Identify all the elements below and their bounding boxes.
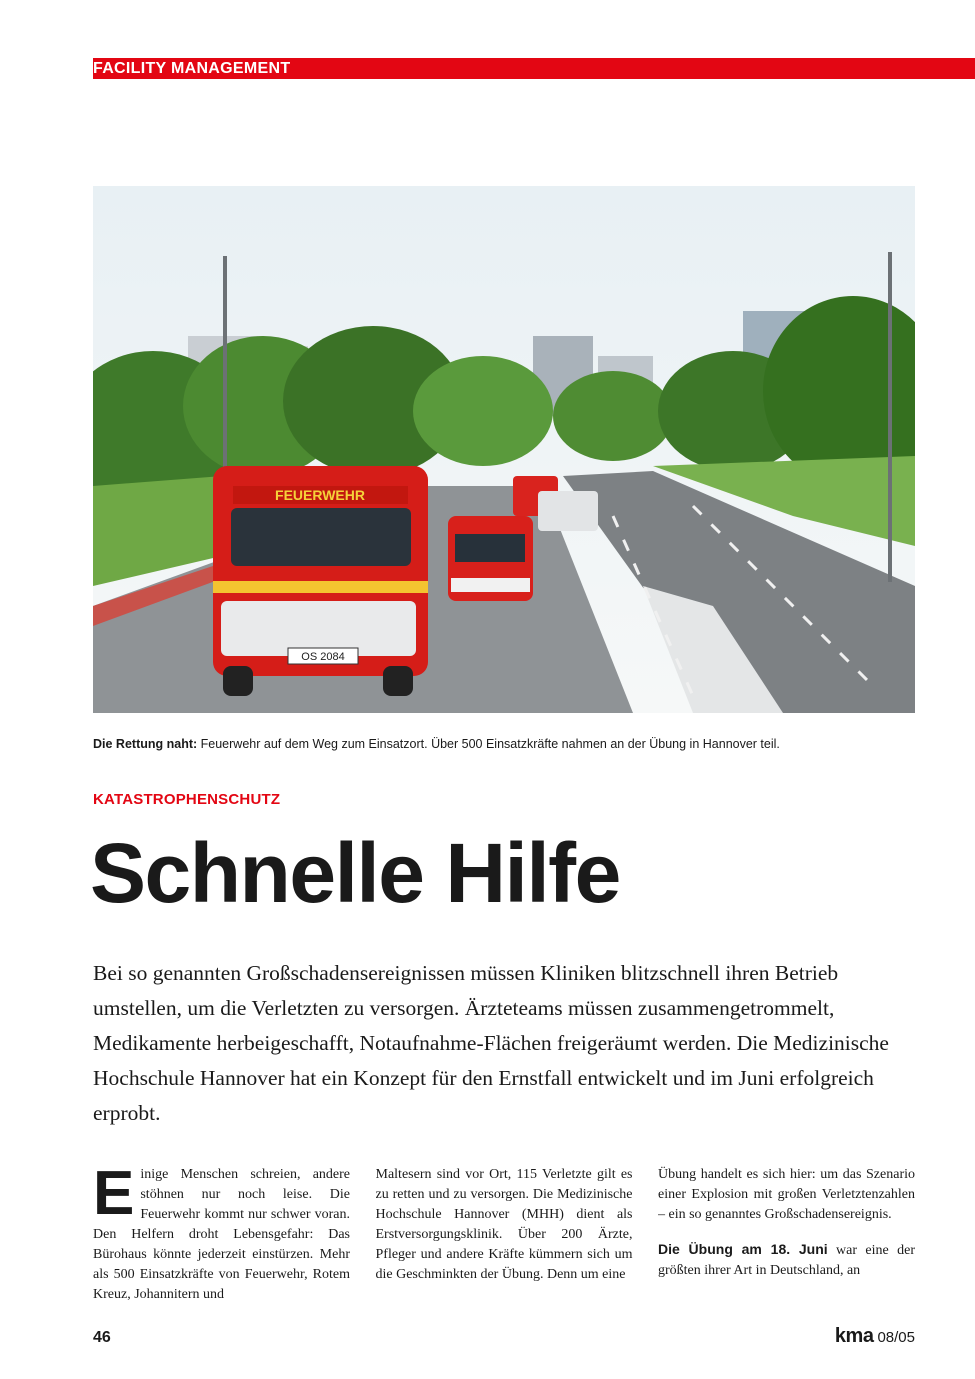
article-body xyxy=(93,1165,915,1305)
body-column-1 xyxy=(93,1165,350,1305)
body-column-3 xyxy=(658,1165,915,1305)
body-column-2: Maltesern sind vor Ort, 115 Verletzte gilt es zu retten und zu versorgen. Die Medizinische Hochschule Hannover (MHH) dient als Erstversorgungsklinik. Über 200 Ärzte, Pfleger und andere Kräfte kümmern sich um die Geschminkten der Übung. Denn um eine xyxy=(375,1167,633,1282)
caption-text: Feuerwehr auf dem Weg zum Einsatzort. Über 500 Einsatzkräfte nahmen an der Übung in Hannover teil. xyxy=(197,737,780,751)
svg-text:FEUERWEHR: FEUERWEHR xyxy=(275,487,365,503)
svg-text:OS 2084: OS 2084 xyxy=(301,651,345,663)
article-photo xyxy=(93,186,915,713)
photo-caption xyxy=(93,736,915,752)
issue-number: 08/05 xyxy=(877,1329,915,1346)
brand-logo: kma xyxy=(834,1325,874,1347)
footer-brand xyxy=(835,1325,915,1348)
caption-lead: Die Rettung naht: xyxy=(93,737,198,751)
page-number: 46 xyxy=(93,1329,111,1346)
column-3-leadin: Die Übung am 18. Juni xyxy=(658,1241,828,1257)
column-1-text: inige Menschen schreien, andere stöhnen nur noch leise. Die Feuerwehr kommt nur schwer voran. Den Helfern droht Lebensgefahr: Das Bürohaus könnte jederzeit einstürzen. Mehr als 500 Einsatzkräfte von Feuerwehr, Rotem Kreuz, Johannitern und xyxy=(93,1167,350,1302)
column-3-text-2: war eine der größten ihrer Art in Deutschland, an xyxy=(658,1243,915,1278)
column-3-text: Übung handelt es sich hier: um das Szenario einer Explosion mit großen Verletztenzahlen – ein so genanntes Großschadensereignis. xyxy=(658,1167,915,1222)
section-label: FACILITY MANAGEMENT xyxy=(93,60,291,77)
drop-cap: E xyxy=(93,1165,135,1228)
article-headline: Schnelle Hilfe xyxy=(90,826,620,920)
article-kicker: KATASTROPHENSCHUTZ xyxy=(93,791,281,808)
article-lead: Bei so genannten Großschadensereignissen müssen Kliniken blitzschnell ihren Betrieb umstellen, um die Verletzten zu versorgen. Ärzteteams müssen zusammengetrommelt, Medikamente herbeigeschafft, Notaufnahme-Flächen freigeräumt werden. Die Medizinische Hochschule Hannover hat ein Konzept für den Ernstfall entwickelt und im Juni erfolgreich erprobt. xyxy=(93,961,889,1125)
